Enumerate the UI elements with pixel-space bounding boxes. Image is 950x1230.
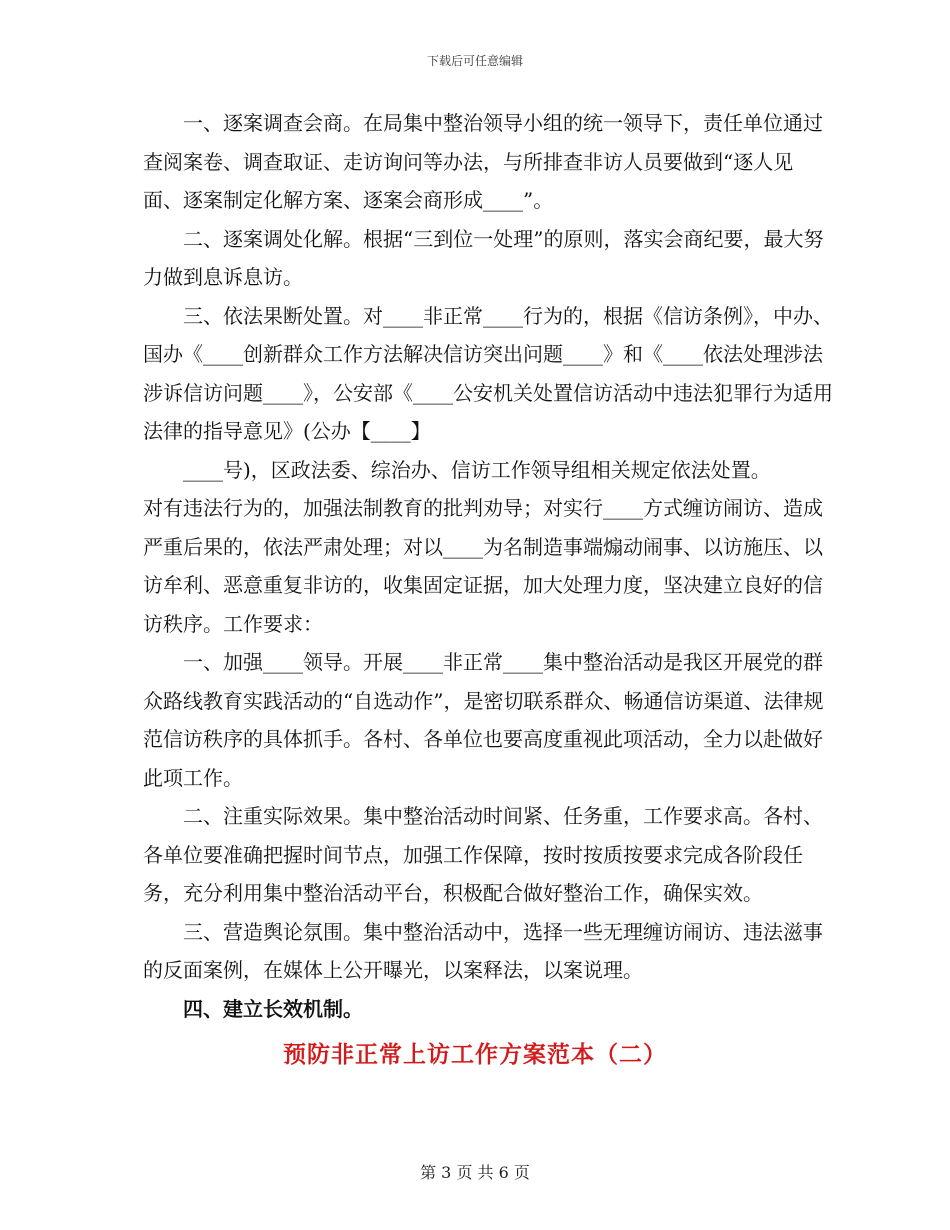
paragraph-legal-handling: 三、依法果断处置。对____非正常____行为的，根据《信访条例》，中办、国办《____创新群众工作方法解决信访突出问题____》和《____依法处理涉法涉诉信访问题____》，公安部《____公安机关处置信访活动中违法犯罪行为适用法律的指导意见》(公办【____】 [143,303,833,443]
paragraph-leadership: 一、加强____领导。开展____非正常____集中整治活动是我区开展党的群众路线教育实践活动的“自选动作”，是密切联系群众、畅通信访渠道、法律规范信访秩序的具体抓手。各村、各单位也要高度重视此项活动，全力以赴做好此项工作。 [143,650,824,790]
paragraph-effectiveness: 二、注重实际效果。集中整治活动时间紧、任务重，工作要求高。各村、各单位要准确把握时间节点，加强工作保障，按时按质按要求完成各阶段任务，充分利用集中整治活动平台，积极配合做好整治工作，确保实效。 [143,804,823,905]
paragraph-investigation: 一、逐案调查会商。在局集中整治领导小组的统一领导下，责任单位通过查阅案卷、调查取证、走访询问等办法，与所排查非访人员要做到“逐人见面、逐案制定化解方案、逐案会商形成____”。 [143,111,823,212]
section-title: 预防非正常上访工作方案范本（二） [283,1041,667,1068]
paragraph-legal-handling-cont: ____号)，区政法委、综治办、信访工作领导组相关规定依法处置。 [183,457,771,482]
document-body [143,104,833,1028]
page-footer: 第 3 页 共 6 页 [420,1163,530,1182]
paragraph-long-term-mechanism: 四、建立长效机制。 [183,996,363,1021]
paragraph-public-opinion: 三、营造舆论氛围。集中整治活动中，选择一些无理缠访闹访、违法滋事的反面案例，在媒体上公开曝光，以案释法，以案说理。 [143,919,823,982]
page-header-note: 下载后可任意编辑 [426,54,523,68]
paragraph-violations: 对有违法行为的，加强法制教育的批判劝导；对实行____方式缠访闹访、造成严重后果的，依法严肃处理；对以____为名制造事端煽动闹事、以访施压、以访牟利、恶意重复非访的，收集固定证据，加大处理力度，坚决建立良好的信访秩序。工作要求： [143,496,823,636]
paragraph-mediation: 二、逐案调处化解。根据“三到位一处理”的原则，落实会商纪要，最大努力做到息诉息访。 [143,226,824,289]
